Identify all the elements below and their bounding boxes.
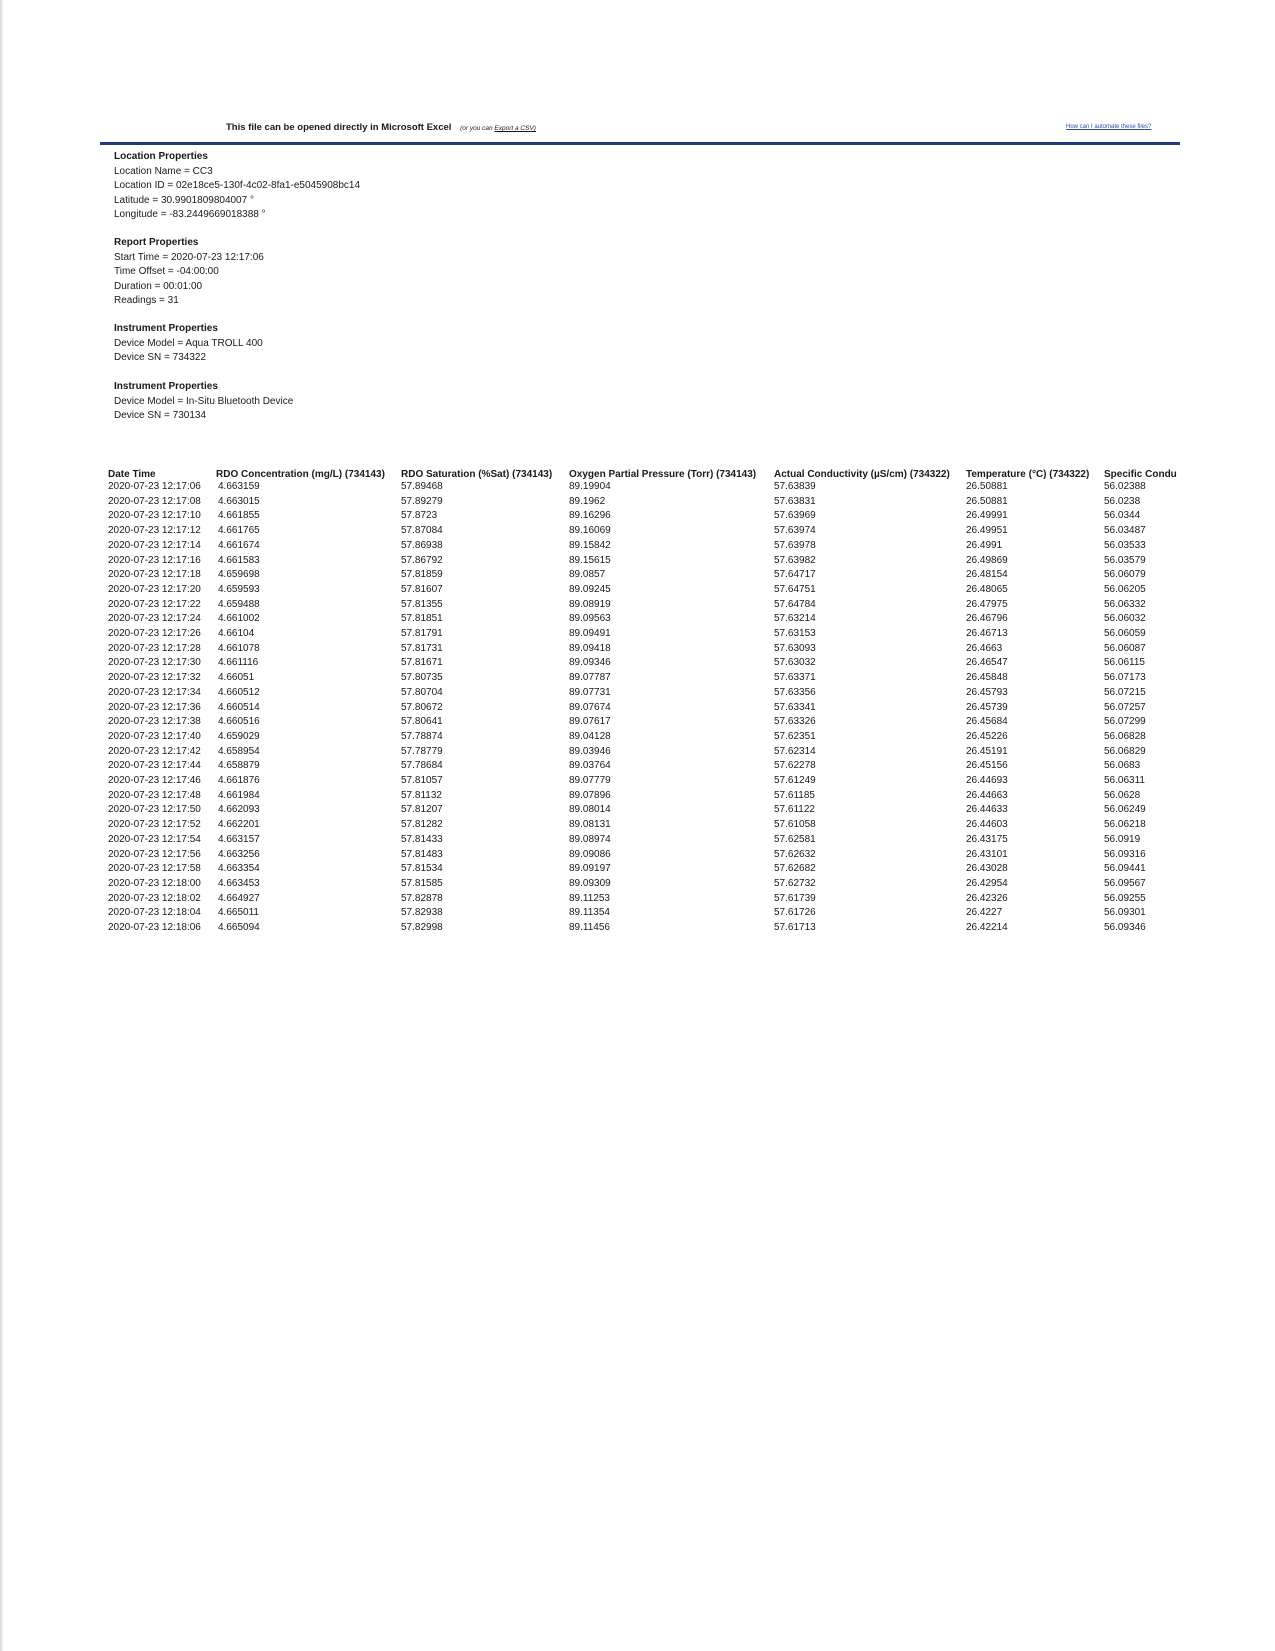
table-cell: 89.07674 — [569, 701, 611, 713]
table-cell: 2020-07-23 12:17:34 — [108, 686, 201, 698]
property-row: Location Name = CC3 — [114, 165, 213, 177]
table-cell: 2020-07-23 12:17:54 — [108, 833, 201, 845]
table-cell: 57.81132 — [401, 789, 442, 801]
table-cell: 57.61739 — [774, 892, 816, 904]
table-cell: 57.62732 — [774, 877, 816, 889]
table-cell: 89.1962 — [569, 495, 606, 507]
table-cell: 89.09346 — [569, 657, 611, 669]
table-cell: 57.82998 — [401, 922, 443, 934]
table-cell: 57.63093 — [774, 642, 816, 654]
table-cell: 57.62314 — [774, 745, 816, 757]
table-cell: 57.64717 — [774, 569, 816, 581]
table-cell: 57.64784 — [774, 598, 816, 610]
table-cell: 26.50881 — [966, 495, 1008, 507]
table-cell: 4.661583 — [218, 554, 260, 566]
table-cell: 57.61249 — [774, 775, 816, 787]
table-cell: 4.658879 — [218, 760, 260, 772]
table-cell: 57.81607 — [401, 583, 443, 595]
table-cell: 57.63341 — [774, 701, 816, 713]
section-title: Report Properties — [114, 237, 199, 248]
table-cell: 26.45226 — [966, 730, 1008, 742]
table-cell: 89.08014 — [569, 804, 611, 816]
table-cell: 57.81859 — [401, 569, 443, 581]
table-row — [108, 818, 1178, 833]
table-cell: 4.66051 — [218, 672, 255, 684]
column-header: Oxygen Partial Pressure (Torr) (734143) — [569, 469, 757, 480]
table-cell: 57.81355 — [401, 598, 443, 610]
table-cell: 57.63978 — [774, 539, 816, 551]
table-cell: 56.06218 — [1104, 819, 1146, 831]
table-cell: 56.0344 — [1104, 510, 1141, 522]
csv-note-prefix: (or you can — [460, 125, 493, 132]
table-cell: 26.42326 — [966, 892, 1008, 904]
table-cell: 56.07215 — [1104, 686, 1146, 698]
table-cell: 89.09245 — [569, 583, 611, 595]
table-cell: 4.661984 — [218, 789, 260, 801]
table-cell: 89.03946 — [569, 745, 611, 757]
table-cell: 2020-07-23 12:17:28 — [108, 642, 201, 654]
table-cell: 89.09197 — [569, 863, 611, 875]
table-cell: 89.09418 — [569, 642, 611, 654]
table-cell: 2020-07-23 12:17:38 — [108, 716, 201, 728]
table-row — [108, 539, 1178, 554]
table-cell: 57.61713 — [774, 922, 816, 934]
table-cell: 4.663157 — [218, 833, 260, 845]
table-cell: 57.62581 — [774, 833, 816, 845]
table-cell: 57.61058 — [774, 819, 816, 831]
table-cell: 2020-07-23 12:17:42 — [108, 745, 201, 757]
table-row — [108, 524, 1178, 539]
table-cell: 4.661002 — [218, 613, 260, 625]
table-cell: 26.43175 — [966, 833, 1008, 845]
table-cell: 26.47975 — [966, 598, 1008, 610]
table-cell: 57.78779 — [401, 745, 443, 757]
table-row — [108, 568, 1178, 583]
table-cell: 2020-07-23 12:17:40 — [108, 730, 201, 742]
table-cell: 2020-07-23 12:17:32 — [108, 672, 201, 684]
column-header: Temperature (°C) (734322) — [966, 469, 1090, 480]
table-cell: 56.06115 — [1104, 657, 1145, 669]
table-cell: 89.15615 — [569, 554, 611, 566]
table-row — [108, 759, 1178, 774]
table-cell: 26.45156 — [966, 760, 1008, 772]
table-cell: 2020-07-23 12:17:58 — [108, 863, 201, 875]
table-cell: 57.63831 — [774, 495, 816, 507]
table-cell: 26.49991 — [966, 510, 1008, 522]
section-title: Location Properties — [114, 151, 208, 162]
table-cell: 56.02388 — [1104, 481, 1146, 492]
table-cell: 26.44603 — [966, 819, 1008, 831]
table-cell: 89.0857 — [569, 569, 606, 581]
table-cell: 57.63982 — [774, 554, 816, 566]
table-cell: 57.63974 — [774, 525, 816, 537]
table-cell: 4.664927 — [218, 892, 260, 904]
table-cell: 4.661674 — [218, 539, 260, 551]
table-cell: 4.662093 — [218, 804, 260, 816]
table-cell: 4.663256 — [218, 848, 260, 860]
table-row — [108, 803, 1178, 818]
table-cell: 56.07299 — [1104, 716, 1146, 728]
table-cell: 56.0238 — [1104, 495, 1141, 507]
table-cell: 4.660516 — [218, 716, 260, 728]
table-cell: 2020-07-23 12:18:06 — [108, 922, 201, 934]
table-cell: 4.660512 — [218, 686, 260, 698]
table-cell: 57.64751 — [774, 583, 816, 595]
table-cell: 57.63326 — [774, 716, 816, 728]
table-cell: 89.03764 — [569, 760, 611, 772]
table-row — [108, 509, 1178, 524]
table-cell: 56.0683 — [1104, 760, 1141, 772]
table-cell: 2020-07-23 12:17:08 — [108, 495, 201, 507]
table-cell: 2020-07-23 12:17:44 — [108, 760, 201, 772]
table-cell: 2020-07-23 12:17:26 — [108, 628, 201, 640]
csv-note — [460, 125, 536, 132]
table-cell: 26.49951 — [966, 525, 1008, 537]
table-cell: 57.81483 — [401, 848, 443, 860]
table-cell: 57.63153 — [774, 628, 816, 640]
table-row — [108, 583, 1178, 598]
table-row — [108, 701, 1178, 716]
table-cell: 4.663354 — [218, 863, 260, 875]
table-cell: 4.658954 — [218, 745, 260, 757]
table-cell: 2020-07-23 12:17:30 — [108, 657, 201, 669]
table-cell: 56.06079 — [1104, 569, 1146, 581]
table-cell: 2020-07-23 12:18:02 — [108, 892, 201, 904]
table-cell: 26.46713 — [966, 628, 1008, 640]
table-cell: 26.42954 — [966, 877, 1008, 889]
table-cell: 89.09491 — [569, 628, 611, 640]
table-cell: 56.09567 — [1104, 877, 1146, 889]
table-row — [108, 671, 1178, 686]
property-row: Device Model = In-Situ Bluetooth Device — [114, 395, 294, 407]
table-cell: 2020-07-23 12:17:46 — [108, 775, 201, 787]
table-cell: 56.0628 — [1104, 789, 1141, 801]
table-row — [108, 495, 1178, 510]
excel-notice — [226, 122, 536, 133]
table-cell: 89.19904 — [569, 481, 611, 492]
table-cell: 4.661116 — [218, 657, 259, 669]
export-csv-link[interactable]: Export a CSV) — [494, 125, 536, 132]
table-cell: 57.80641 — [401, 716, 443, 728]
table-cell: 4.659593 — [218, 583, 260, 595]
table-cell: 4.66104 — [218, 628, 255, 640]
table-row — [108, 686, 1178, 701]
table-row — [108, 877, 1178, 892]
table-cell: 4.665094 — [218, 922, 260, 934]
table-cell: 56.06249 — [1104, 804, 1146, 816]
instrument-properties-aqua-troll — [114, 322, 263, 366]
table-cell: 57.78874 — [401, 730, 443, 742]
table-cell: 56.07257 — [1104, 701, 1146, 713]
table-cell: 89.07787 — [569, 672, 611, 684]
property-row: Time Offset = -04:00:00 — [114, 266, 219, 277]
table-cell: 2020-07-23 12:17:20 — [108, 583, 201, 595]
table-cell: 26.45848 — [966, 672, 1008, 684]
table-cell: 56.03533 — [1104, 539, 1146, 551]
table-cell: 26.4663 — [966, 642, 1003, 654]
table-cell: 26.45793 — [966, 686, 1008, 698]
table-cell: 57.62278 — [774, 760, 816, 772]
table-cell: 57.80735 — [401, 672, 443, 684]
column-header: RDO Saturation (%Sat) (734143) — [401, 469, 553, 480]
table-cell: 26.45684 — [966, 716, 1008, 728]
table-cell: 4.659029 — [218, 730, 260, 742]
table-cell: 56.06032 — [1104, 613, 1146, 625]
table-cell: 56.09301 — [1104, 907, 1146, 919]
table-cell: 89.08131 — [569, 819, 611, 831]
table-row — [108, 921, 1178, 936]
table-row — [108, 906, 1178, 921]
table-cell: 26.48065 — [966, 583, 1008, 595]
table-cell: 26.46547 — [966, 657, 1008, 669]
table-row — [108, 598, 1178, 613]
readings-table — [108, 464, 1178, 936]
table-cell: 2020-07-23 12:17:50 — [108, 804, 201, 816]
table-row — [108, 715, 1178, 730]
column-header: Actual Conductivity (µS/cm) (734322) — [774, 469, 950, 480]
table-cell: 57.87084 — [401, 525, 443, 537]
table-cell: 57.81585 — [401, 877, 443, 889]
table-row — [108, 862, 1178, 877]
table-row — [108, 848, 1178, 863]
table-cell: 56.09255 — [1104, 892, 1146, 904]
table-cell: 56.06311 — [1104, 775, 1145, 787]
table-cell: 57.63356 — [774, 686, 816, 698]
table-cell: 57.81851 — [401, 613, 443, 625]
table-cell: 2020-07-23 12:17:10 — [108, 510, 201, 522]
table-cell: 57.86792 — [401, 554, 443, 566]
table-cell: 89.11354 — [569, 907, 610, 919]
table-row — [108, 656, 1178, 671]
table-row — [108, 833, 1178, 848]
table-cell: 56.06828 — [1104, 730, 1146, 742]
table-cell: 2020-07-23 12:17:52 — [108, 819, 201, 831]
table-cell: 57.62682 — [774, 863, 816, 875]
table-cell: 2020-07-23 12:17:14 — [108, 539, 201, 551]
table-cell: 26.50881 — [966, 481, 1008, 492]
table-cell: 4.661876 — [218, 775, 260, 787]
table-cell: 26.44693 — [966, 775, 1008, 787]
table-cell: 57.63371 — [774, 672, 816, 684]
property-row: Latitude = 30.9901809804007 ° — [114, 194, 254, 206]
table-cell: 2020-07-23 12:17:12 — [108, 525, 201, 537]
table-cell: 4.663015 — [218, 495, 260, 507]
table-cell: 26.46796 — [966, 613, 1008, 625]
table-cell: 56.06332 — [1104, 598, 1146, 610]
table-cell: 26.44633 — [966, 804, 1008, 816]
table-row — [108, 642, 1178, 657]
table-cell: 56.09441 — [1104, 863, 1146, 875]
table-cell: 56.03487 — [1104, 525, 1146, 537]
table-row — [108, 892, 1178, 907]
table-cell: 2020-07-23 12:18:04 — [108, 907, 201, 919]
readings-table-body — [108, 480, 1178, 936]
table-row — [108, 745, 1178, 760]
table-cell: 57.63214 — [774, 613, 816, 625]
header-divider — [100, 142, 1180, 145]
table-cell: 57.61726 — [774, 907, 816, 919]
property-row: Device SN = 730134 — [114, 410, 207, 421]
table-cell: 2020-07-23 12:17:18 — [108, 569, 201, 581]
table-cell: 56.03579 — [1104, 554, 1146, 566]
table-cell: 89.07617 — [569, 716, 611, 728]
readings-table-header — [108, 464, 1178, 480]
table-cell: 57.81671 — [401, 657, 443, 669]
table-cell: 26.4991 — [966, 539, 1003, 551]
table-cell: 57.63839 — [774, 481, 816, 492]
table-cell: 56.07173 — [1104, 672, 1146, 684]
section-title: Instrument Properties — [114, 381, 218, 392]
table-cell: 56.06059 — [1104, 628, 1146, 640]
table-cell: 89.11253 — [569, 892, 610, 904]
table-cell: 57.89279 — [401, 495, 443, 507]
table-cell: 89.07896 — [569, 789, 611, 801]
table-cell: 57.81534 — [401, 863, 443, 875]
property-row: Longitude = -83.2449669018388 ° — [114, 209, 266, 220]
table-cell: 2020-07-23 12:17:48 — [108, 789, 201, 801]
table-cell: 57.82938 — [401, 907, 443, 919]
table-cell: 57.81791 — [401, 628, 443, 640]
table-cell: 4.660514 — [218, 701, 260, 713]
table-cell: 26.43101 — [966, 848, 1008, 860]
table-cell: 4.665011 — [218, 907, 259, 919]
table-cell: 89.04128 — [569, 730, 611, 742]
table-cell: 57.80672 — [401, 701, 443, 713]
table-cell: 26.43028 — [966, 863, 1008, 875]
table-cell: 2020-07-23 12:17:16 — [108, 554, 201, 566]
column-header: Specific Condu — [1104, 469, 1177, 480]
table-cell: 89.16296 — [569, 510, 611, 522]
table-cell: 57.86938 — [401, 539, 443, 551]
table-cell: 4.659698 — [218, 569, 260, 581]
table-cell: 57.61122 — [774, 804, 815, 816]
table-cell: 56.06087 — [1104, 642, 1146, 654]
table-cell: 2020-07-23 12:18:00 — [108, 877, 201, 889]
report-properties — [114, 236, 264, 309]
table-cell: 4.663453 — [218, 877, 260, 889]
property-row: Readings = 31 — [114, 295, 179, 306]
table-cell: 4.659488 — [218, 598, 260, 610]
table-cell: 4.662201 — [218, 819, 260, 831]
table-cell: 2020-07-23 12:17:56 — [108, 848, 201, 860]
excel-notice-title: This file can be opened directly in Microsoft Excel — [226, 122, 452, 133]
table-row — [108, 612, 1178, 627]
table-row — [108, 554, 1178, 569]
table-cell: 57.78684 — [401, 760, 443, 772]
table-cell: 89.09086 — [569, 848, 611, 860]
section-title: Instrument Properties — [114, 323, 218, 334]
table-cell: 56.09316 — [1104, 848, 1146, 860]
column-header: RDO Concentration (mg/L) (734143) — [216, 469, 385, 480]
table-cell: 4.661765 — [218, 525, 260, 537]
table-cell: 56.06829 — [1104, 745, 1146, 757]
table-cell: 26.42214 — [966, 922, 1008, 934]
table-cell: 57.81433 — [401, 833, 443, 845]
automate-files-link[interactable]: How can I automate these files? — [1066, 124, 1152, 130]
property-row: Duration = 00:01:00 — [114, 280, 203, 292]
property-row: Location ID = 02e18ce5-130f-4c02-8fa1-e5045908bc14 — [114, 180, 361, 191]
table-cell: 2020-07-23 12:17:24 — [108, 613, 201, 625]
table-row — [108, 730, 1178, 745]
table-cell: 26.49869 — [966, 554, 1008, 566]
table-cell: 57.81282 — [401, 819, 443, 831]
table-cell: 2020-07-23 12:17:22 — [108, 598, 201, 610]
table-cell: 89.07731 — [569, 686, 611, 698]
table-cell: 4.663159 — [218, 481, 260, 492]
property-row: Device Model = Aqua TROLL 400 — [114, 337, 263, 349]
table-cell: 4.661855 — [218, 510, 260, 522]
table-cell: 57.81207 — [401, 804, 443, 816]
table-cell: 56.0919 — [1104, 833, 1141, 845]
table-cell: 2020-07-23 12:17:06 — [108, 481, 201, 492]
table-cell: 89.11456 — [569, 922, 610, 934]
table-cell: 26.48154 — [966, 569, 1008, 581]
table-cell: 57.81731 — [401, 642, 443, 654]
table-cell: 26.45739 — [966, 701, 1008, 713]
table-cell: 4.661078 — [218, 642, 260, 654]
table-cell: 57.62351 — [774, 730, 816, 742]
table-cell: 26.4227 — [966, 907, 1003, 919]
table-cell: 57.8723 — [401, 510, 438, 522]
table-cell: 57.81057 — [401, 775, 443, 787]
table-row — [108, 774, 1178, 789]
table-cell: 89.16069 — [569, 525, 611, 537]
table-cell: 56.09346 — [1104, 922, 1146, 934]
property-row: Start Time = 2020-07-23 12:17:06 — [114, 251, 264, 263]
table-cell: 89.08919 — [569, 598, 611, 610]
table-cell: 89.08974 — [569, 833, 611, 845]
column-header: Date Time — [108, 469, 156, 480]
report-header — [100, 118, 1180, 140]
location-properties — [114, 150, 360, 223]
table-cell: 89.09309 — [569, 877, 611, 889]
table-cell: 2020-07-23 12:17:36 — [108, 701, 201, 713]
instrument-properties-bluetooth — [114, 380, 293, 424]
table-cell: 89.07779 — [569, 775, 611, 787]
table-cell: 56.06205 — [1104, 583, 1146, 595]
table-cell: 89.09563 — [569, 613, 611, 625]
page-scan-edge — [0, 0, 4, 1651]
table-cell: 57.82878 — [401, 892, 443, 904]
table-cell: 26.45191 — [966, 745, 1008, 757]
table-cell: 57.63969 — [774, 510, 816, 522]
table-cell: 57.89468 — [401, 481, 443, 492]
table-cell: 26.44663 — [966, 789, 1008, 801]
table-row — [108, 627, 1178, 642]
table-cell: 57.63032 — [774, 657, 816, 669]
table-cell: 57.62632 — [774, 848, 816, 860]
table-row — [108, 789, 1178, 804]
table-cell: 57.80704 — [401, 686, 443, 698]
table-cell: 57.61185 — [774, 789, 815, 801]
table-row — [108, 480, 1178, 495]
table-cell: 89.15842 — [569, 539, 611, 551]
property-row: Device SN = 734322 — [114, 352, 207, 363]
